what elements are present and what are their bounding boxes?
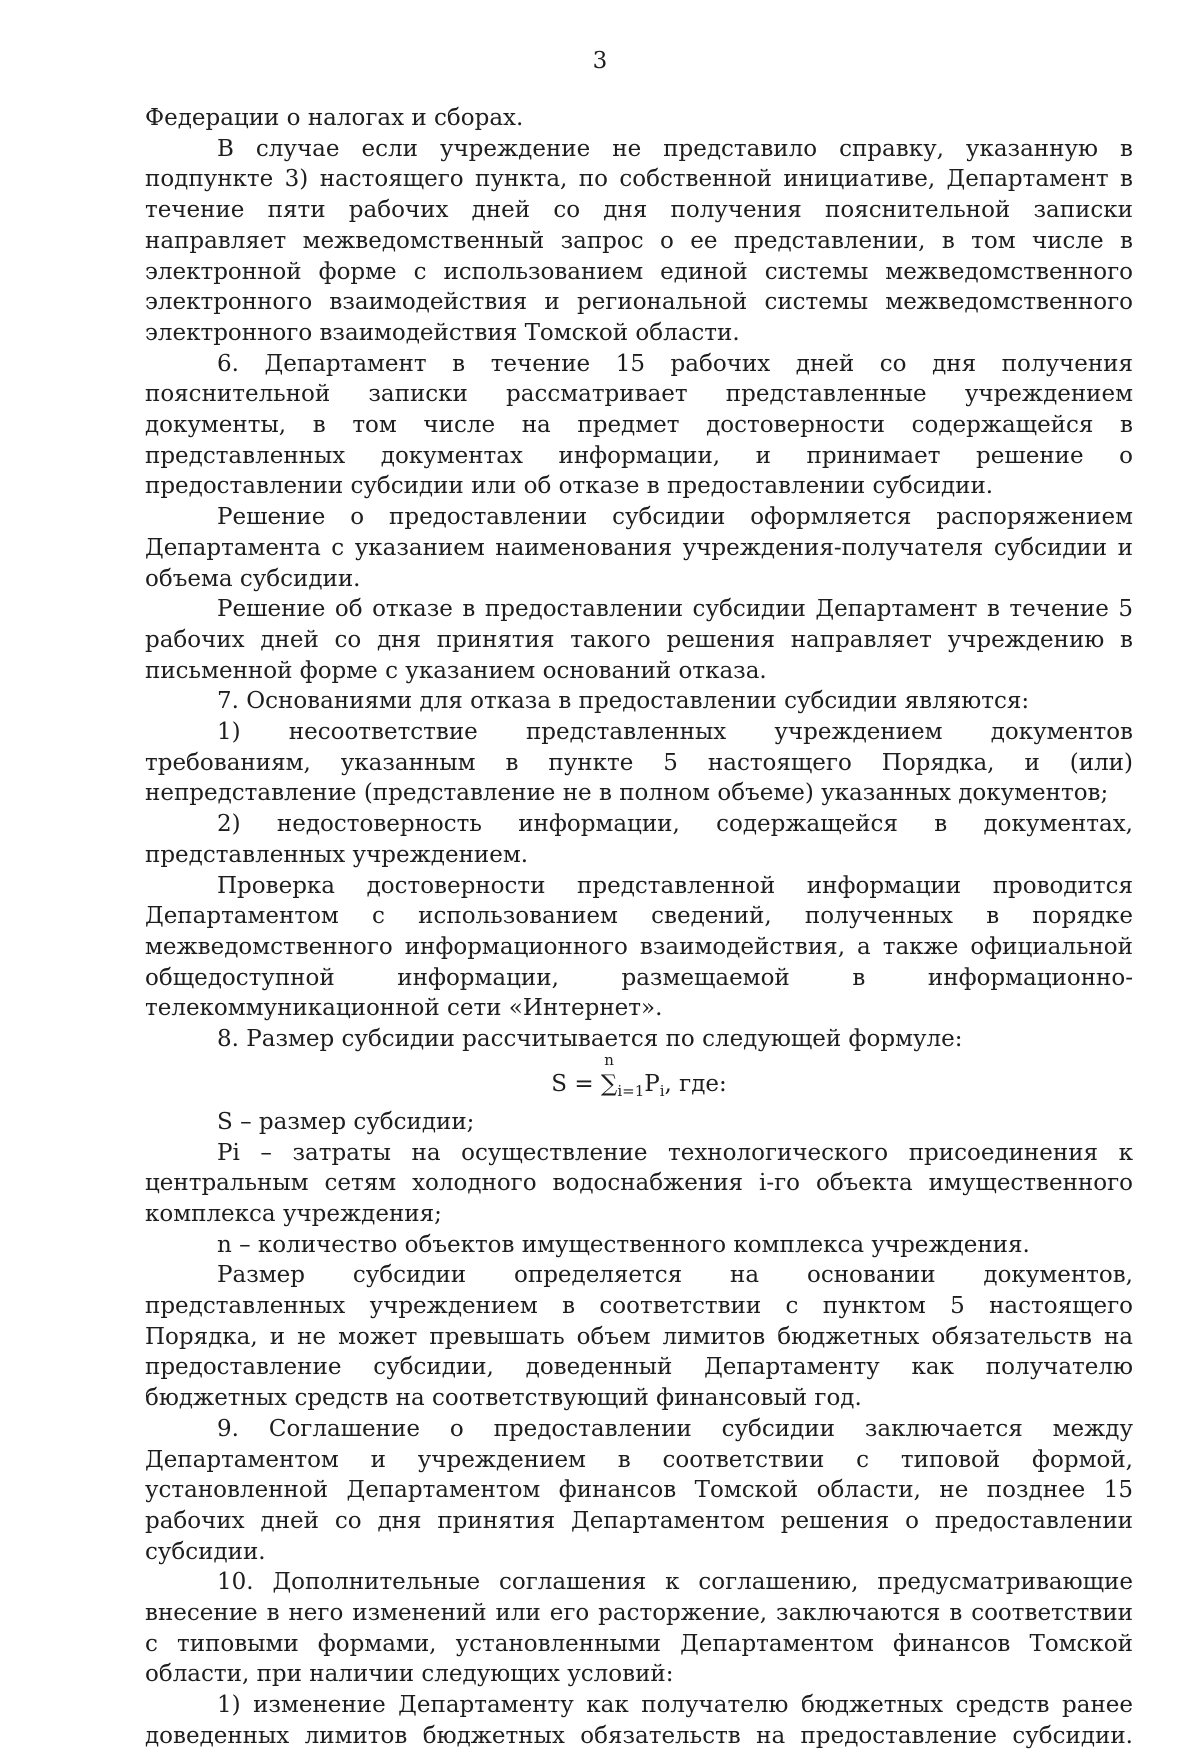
paragraph: Проверка достоверности представленной информации проводится Департаментом с использованием сведений, полученных в порядке межведомственного информационного взаимодействия, а также официальной общедоступной информации, размещаемой в информационно-телекоммуникационной сети «Интернет».	[145, 872, 1133, 1022]
formula-term-subscript: i	[659, 1081, 665, 1100]
paragraph: 1) изменение Департаменту как получателю бюджетных средств ранее доведенных лимитов бюджетных обязательств на предоставление субсидии.	[145, 1692, 1133, 1749]
formula-term: P	[644, 1070, 660, 1097]
paragraph: Pi – затраты на осуществление технологического присоединения к центральным сетям холодного водоснабжения i-го объекта имущественного комплекса учреждения;	[145, 1139, 1133, 1227]
paragraph: 9. Соглашение о предоставлении субсидии заключается между Департаментом и учреждением в соответствии с типовой формой, установленной Департаментом финансов Томской области, не позднее 15 рабочих дней со дня принятия Департаментом решения о предоставлении субсидии.	[145, 1415, 1133, 1565]
sigma-glyph: ∑	[600, 1070, 618, 1097]
subsidy-formula	[145, 1050, 1133, 1107]
paragraph: 1) несоответствие представленных учреждением документов требованиям, указанным в пункте 5 настоящего Порядка, и (или) непредставление (представление не в полном объеме) указанных документов;	[145, 719, 1133, 807]
paragraph: 6. Департамент в течение 15 рабочих дней со дня получения пояснительной записки рассматривает представленные учреждением документы, в том числе на предмет достоверности содержащейся в представленных документах информации, и принимает решение о предоставлении субсидии или об отказе в предоставлении субсидии.	[145, 350, 1133, 500]
formula-lower-limit: i=1	[617, 1081, 645, 1100]
paragraph: 8. Размер субсидии рассчитывается по следующей формуле:	[217, 1026, 963, 1053]
document-body	[145, 103, 1133, 1752]
paragraph: Решение об отказе в предоставлении субсидии Департамент в течение 5 рабочих дней со дня принятия такого решения направляет учреждению в письменной форме с указанием оснований отказа.	[145, 596, 1133, 684]
paragraph: Размер субсидии определяется на основании документов, представленных учреждением в соответствии с пунктом 5 настоящего Порядка, и не может превышать объем лимитов бюджетных обязательств на предоставление субсидии, доведенный Департаменту как получателю бюджетных средств на соответствующий финансовый год.	[145, 1262, 1133, 1412]
paragraph: Решение о предоставлении субсидии оформляется распоряжением Департамента с указанием наименования учреждения-получателя субсидии и объема субсидии.	[145, 504, 1133, 592]
sum-symbol	[600, 1050, 618, 1100]
paragraph: 7. Основаниями для отказа в предоставлении субсидии являются:	[217, 688, 1030, 715]
formula-upper-limit: n	[604, 1050, 614, 1069]
paragraph: n – количество объектов имущественного комплекса учреждения.	[217, 1231, 1030, 1258]
formula-lhs: S =	[551, 1070, 601, 1097]
paragraph: Федерации о налогах и сборах.	[145, 105, 524, 131]
formula-suffix: , где:	[664, 1070, 727, 1097]
paragraph: 10. Дополнительные соглашения к соглашению, предусматривающие внесение в него изменений или его расторжение, заключаются в соответствии с типовыми формами, установленными Департаментом финансов Томской области, при наличии следующих условий:	[145, 1569, 1133, 1688]
paragraph: 2) недостоверность информации, содержащейся в документах, представленных учреждением.	[145, 811, 1133, 868]
paragraph: В случае если учреждение не представило справку, указанную в подпункте 3) настоящего пункта, по собственной инициативе, Департамент в течение пяти рабочих дней со дня получения пояснительной записки направляет межведомственный запрос о ее представлении, в том числе в электронной форме с использованием единой системы межведомственного электронного взаимодействия и региональной системы межведомственного электронного взаимодействия Томской области.	[145, 135, 1133, 346]
paragraph: S – размер субсидии;	[217, 1108, 475, 1135]
page-number: 3	[592, 48, 608, 74]
